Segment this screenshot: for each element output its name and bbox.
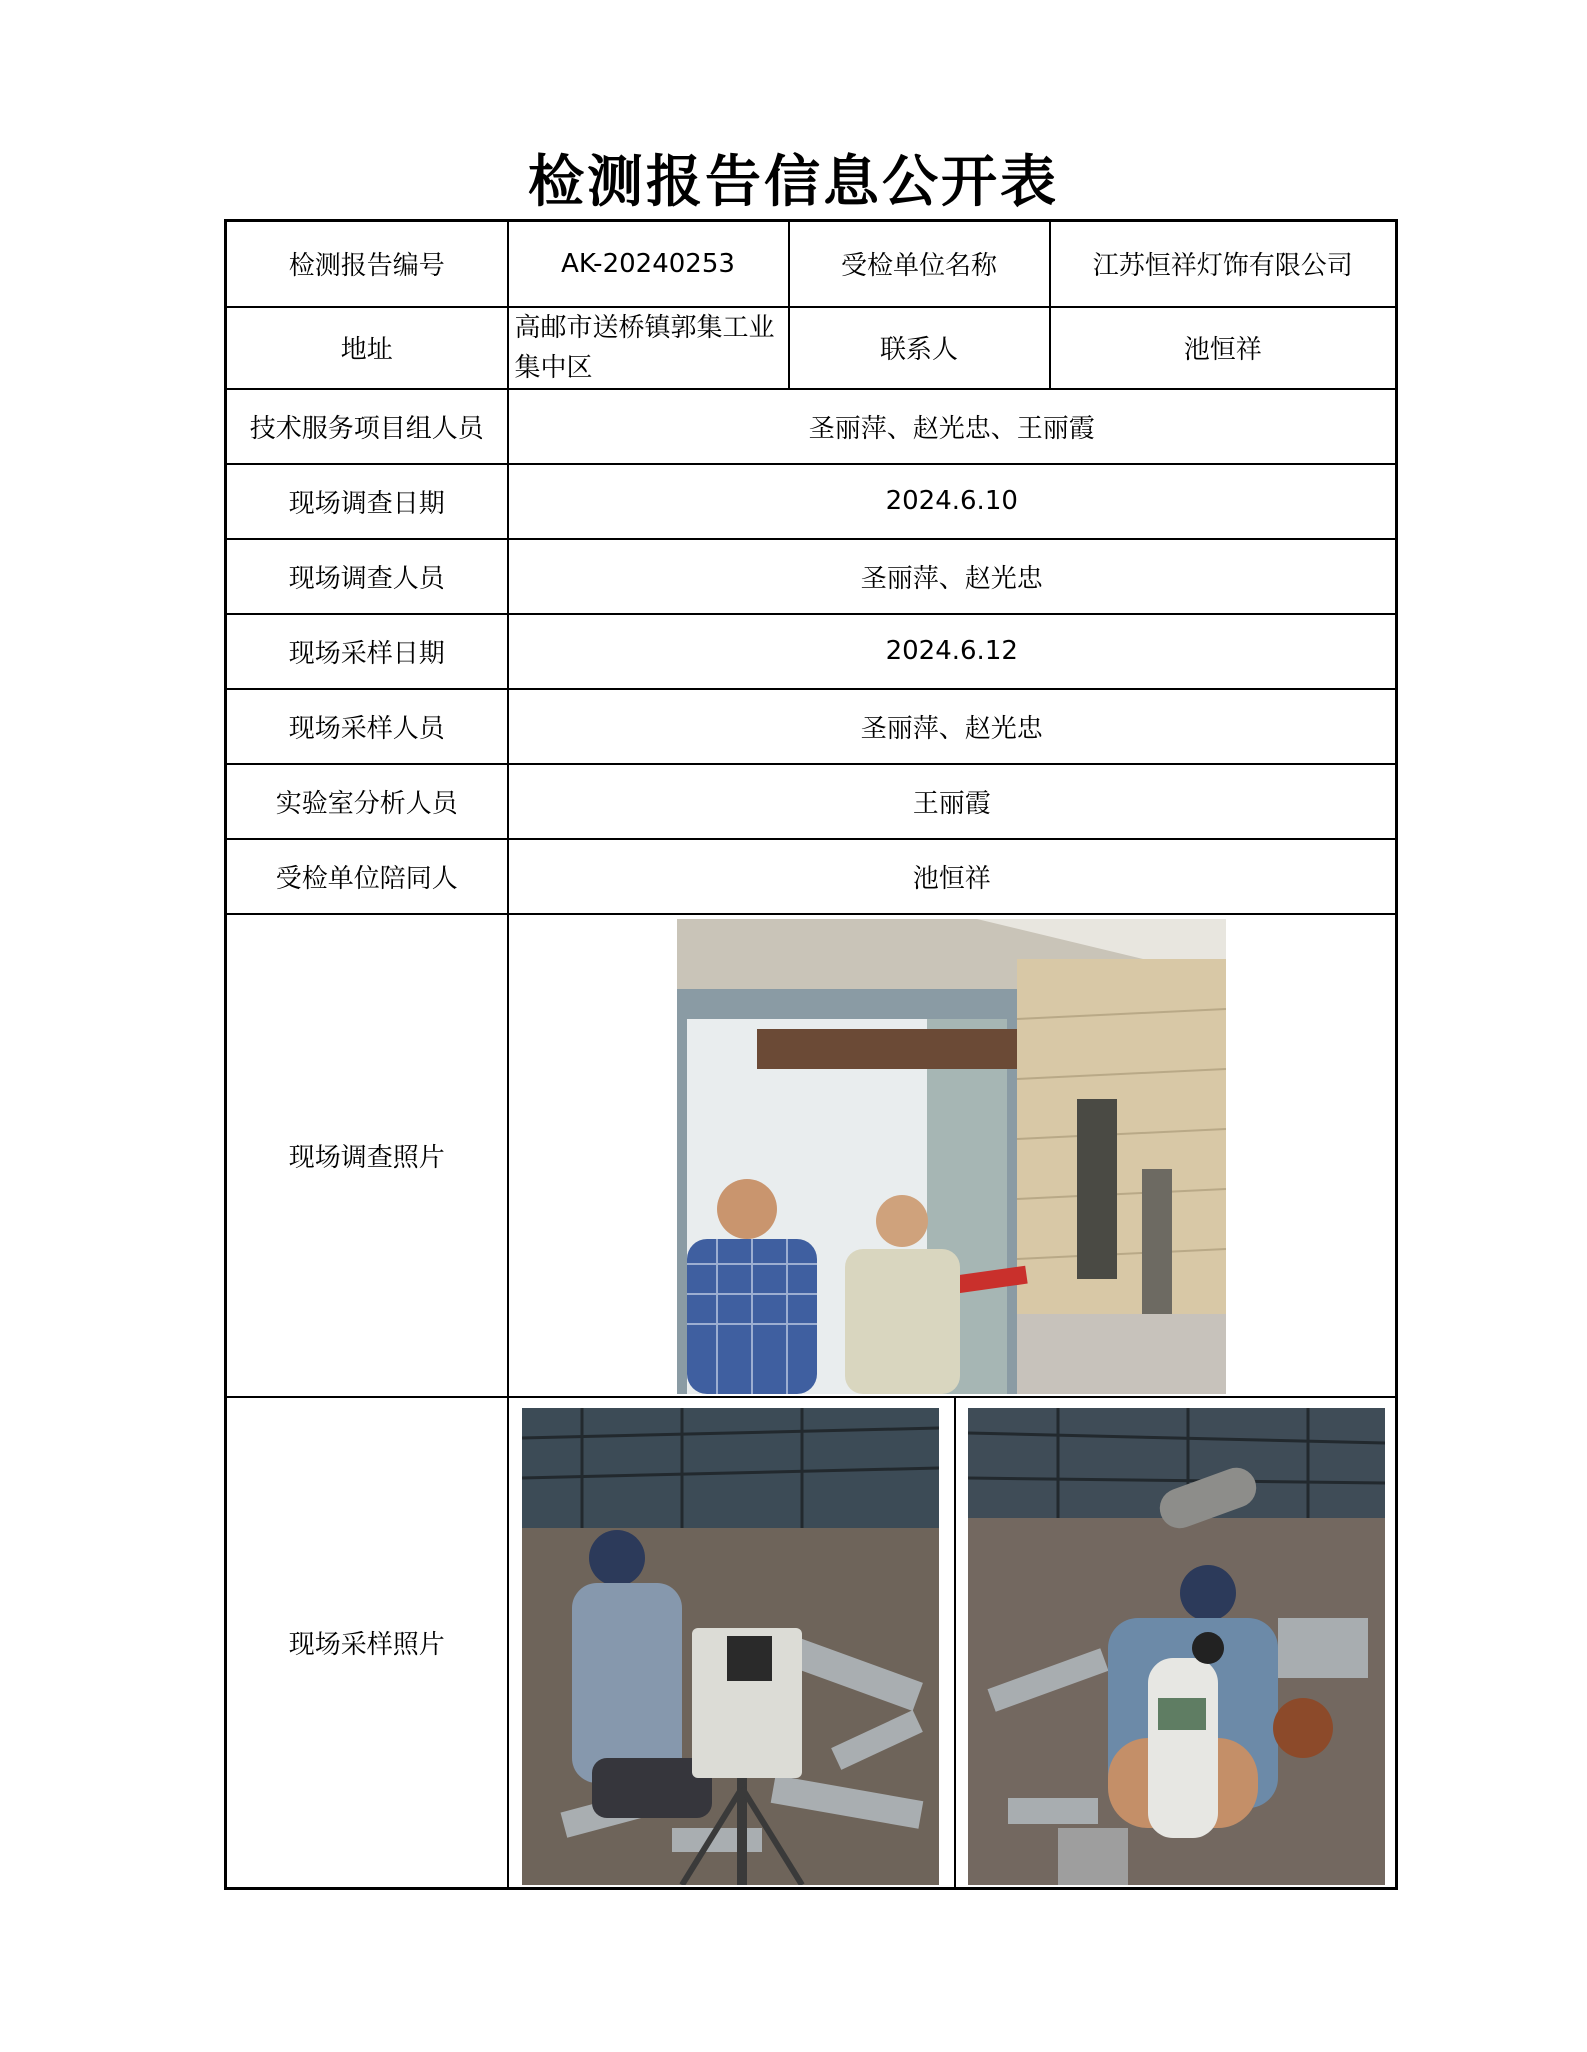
unit-name-label: 受检单位名称	[789, 221, 1050, 307]
lab-staff-label: 实验室分析人员	[226, 764, 508, 839]
table-row	[226, 307, 1397, 389]
sample-photo-2	[968, 1408, 1385, 1885]
table-row	[226, 914, 1397, 1397]
survey-photo-label: 现场调查照片	[226, 914, 508, 1397]
survey-date-label: 现场调查日期	[226, 464, 508, 539]
address-label: 地址	[226, 307, 508, 389]
table-row	[226, 614, 1397, 689]
contact-label: 联系人	[789, 307, 1050, 389]
photo-divider	[954, 1398, 956, 1888]
page-title: 检测报告信息公开表	[528, 150, 1059, 215]
table-row	[226, 764, 1397, 839]
table-row	[226, 539, 1397, 614]
survey-date-value: 2024.6.10	[508, 464, 1397, 539]
table-row	[226, 689, 1397, 764]
sample-staff-label: 现场采样人员	[226, 689, 508, 764]
survey-photo-cell	[508, 914, 1397, 1397]
survey-photo	[677, 919, 1226, 1394]
report-no-value: AK-20240253	[508, 221, 789, 307]
sample-staff-value: 圣丽萍、赵光忠	[508, 689, 1397, 764]
lab-staff-value: 王丽霞	[508, 764, 1397, 839]
sample-photo-1	[522, 1408, 939, 1885]
contact-value: 池恒祥	[1050, 307, 1397, 389]
sample-date-label: 现场采样日期	[226, 614, 508, 689]
team-label: 技术服务项目组人员	[226, 389, 508, 464]
sample-photo-cell	[508, 1397, 1397, 1889]
table-row	[226, 1397, 1397, 1889]
report-info-table	[224, 219, 1398, 1890]
table-row	[226, 464, 1397, 539]
address-value: 高邮市送桥镇郭集工业集中区	[508, 307, 789, 389]
table-row	[226, 389, 1397, 464]
report-no-label: 检测报告编号	[226, 221, 508, 307]
escort-label: 受检单位陪同人	[226, 839, 508, 914]
survey-staff-label: 现场调查人员	[226, 539, 508, 614]
sample-photo-label: 现场采样照片	[226, 1397, 508, 1889]
table-row	[226, 221, 1397, 307]
escort-value: 池恒祥	[508, 839, 1397, 914]
team-value: 圣丽萍、赵光忠、王丽霞	[508, 389, 1397, 464]
unit-name-value: 江苏恒祥灯饰有限公司	[1050, 221, 1397, 307]
survey-staff-value: 圣丽萍、赵光忠	[508, 539, 1397, 614]
table-row	[226, 839, 1397, 914]
sample-date-value: 2024.6.12	[508, 614, 1397, 689]
